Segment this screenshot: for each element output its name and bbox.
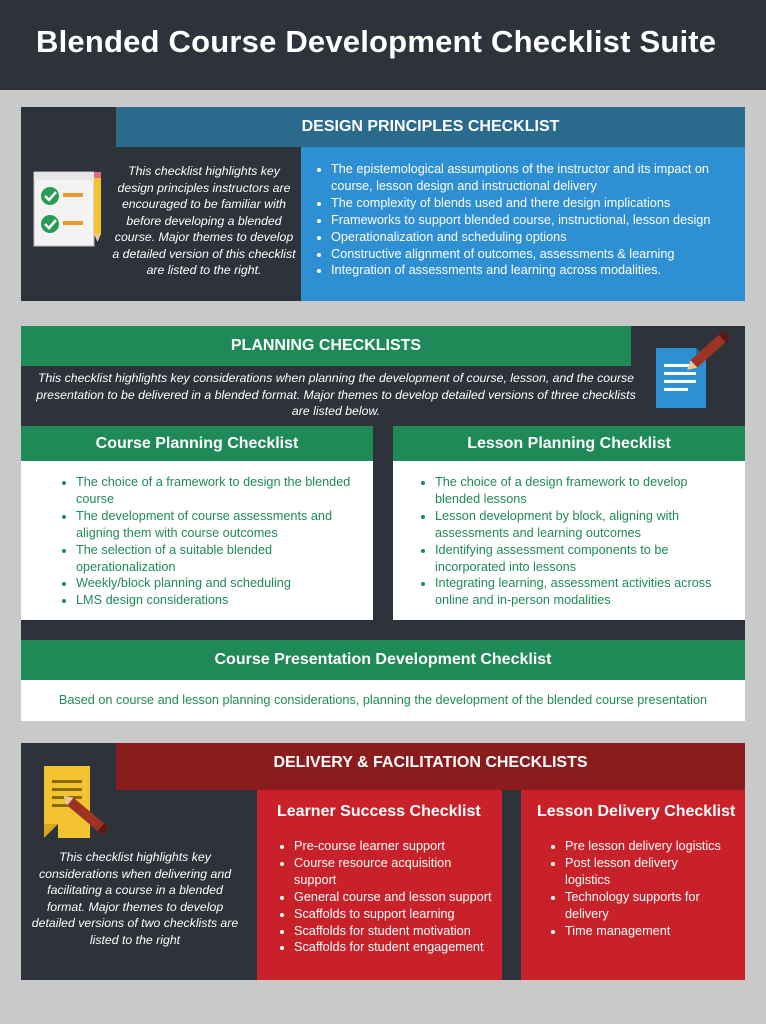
list-item: • Pre lesson delivery logistics <box>565 838 725 855</box>
list-item: • Scaffolds to support learning <box>294 906 492 923</box>
learner-success-title: Learner Success Checklist <box>277 803 481 820</box>
presentation-text: Based on course and lesson planning considerations, planning the development of the blended course presentation <box>21 680 745 721</box>
course-planning-panel <box>21 461 373 620</box>
list-item: • Pre-course learner support <box>294 838 492 855</box>
notepad-pencil-icon <box>38 762 122 846</box>
list-item: • Frameworks to support blended course, instructional, lesson design <box>331 212 737 229</box>
list-item: • The complexity of blends used and there design implications <box>331 195 737 212</box>
list-item: • Scaffolds for student motivation <box>294 923 492 940</box>
lesson-planning-title: Lesson Planning Checklist <box>393 426 745 461</box>
list-item: • Constructive alignment of outcomes, assessments & learning <box>331 246 737 263</box>
document-pen-icon <box>650 328 730 410</box>
learner-success-list <box>257 821 502 956</box>
page-header <box>0 0 766 90</box>
list-item: • General course and lesson support <box>294 889 492 906</box>
course-planning-list <box>21 461 373 609</box>
list-item: • Identifying assessment components to be incorporated into lessons <box>435 542 729 576</box>
list-item: • LMS design considerations <box>76 592 357 609</box>
lesson-planning-panel <box>393 461 745 620</box>
design-list-panel <box>301 147 745 301</box>
list-item: • The development of course assessments and aligning them with course outcomes <box>76 508 357 542</box>
list-item: • Post lesson delivery logistics <box>565 855 725 889</box>
learner-success-panel <box>257 790 502 980</box>
list-item: • Operationalization and scheduling options <box>331 229 737 246</box>
planning-intro: This checklist highlights key considerations when planning the development of course, lesson, and the course presentation to be delivered in a blended format. Major themes to develop detailed versions of three checklists are listed below. <box>36 371 636 418</box>
planning-heading: PLANNING CHECKLISTS <box>21 326 631 366</box>
list-item: • Course resource acquisition support <box>294 855 492 889</box>
list-item: • Scaffolds for student engagement <box>294 939 492 956</box>
list-item: • The selection of a suitable blended operationalization <box>76 542 357 576</box>
list-item: • Weekly/block planning and scheduling <box>76 575 357 592</box>
design-intro: This checklist highlights key design principles instructors are encouraged to be familiar with before developing a blended course. Major themes to develop a detailed version of this checklist are listed to the right. <box>112 164 296 277</box>
list-item: • Technology supports for delivery <box>565 889 725 923</box>
lesson-delivery-list <box>521 821 745 939</box>
page-title: Blended Course Development Checklist Suite <box>36 24 717 59</box>
list-item: • The choice of a design framework to develop blended lessons <box>435 474 729 508</box>
presentation-title: Course Presentation Development Checklist <box>21 640 745 680</box>
list-item: • Integration of assessments and learning across modalities. <box>331 262 737 279</box>
delivery-heading: DELIVERY & FACILITATION CHECKLISTS <box>116 743 745 790</box>
list-item: • The epistemological assumptions of the instructor and its impact on course, lesson design and instructional delivery <box>331 161 737 195</box>
list-item: • The choice of a framework to design the blended course <box>76 474 357 508</box>
lesson-planning-list <box>393 461 745 609</box>
course-planning-title: Course Planning Checklist <box>21 426 373 461</box>
list-item: • Lesson development by block, aligning with assessments and learning outcomes <box>435 508 729 542</box>
lesson-delivery-title: Lesson Delivery Checklist <box>537 803 736 820</box>
checklist-icon <box>30 168 110 250</box>
lesson-delivery-panel <box>521 790 745 980</box>
list-item: • Time management <box>565 923 725 940</box>
design-list <box>301 147 745 279</box>
design-heading: DESIGN PRINCIPLES CHECKLIST <box>116 107 745 147</box>
list-item: • Integrating learning, assessment activities across online and in-person modalities <box>435 575 729 609</box>
delivery-intro: This checklist highlights key considerations when delivering and facilitating a course in a blended format. Major themes to develop detailed versions of two checklists are listed to the right <box>31 850 239 947</box>
